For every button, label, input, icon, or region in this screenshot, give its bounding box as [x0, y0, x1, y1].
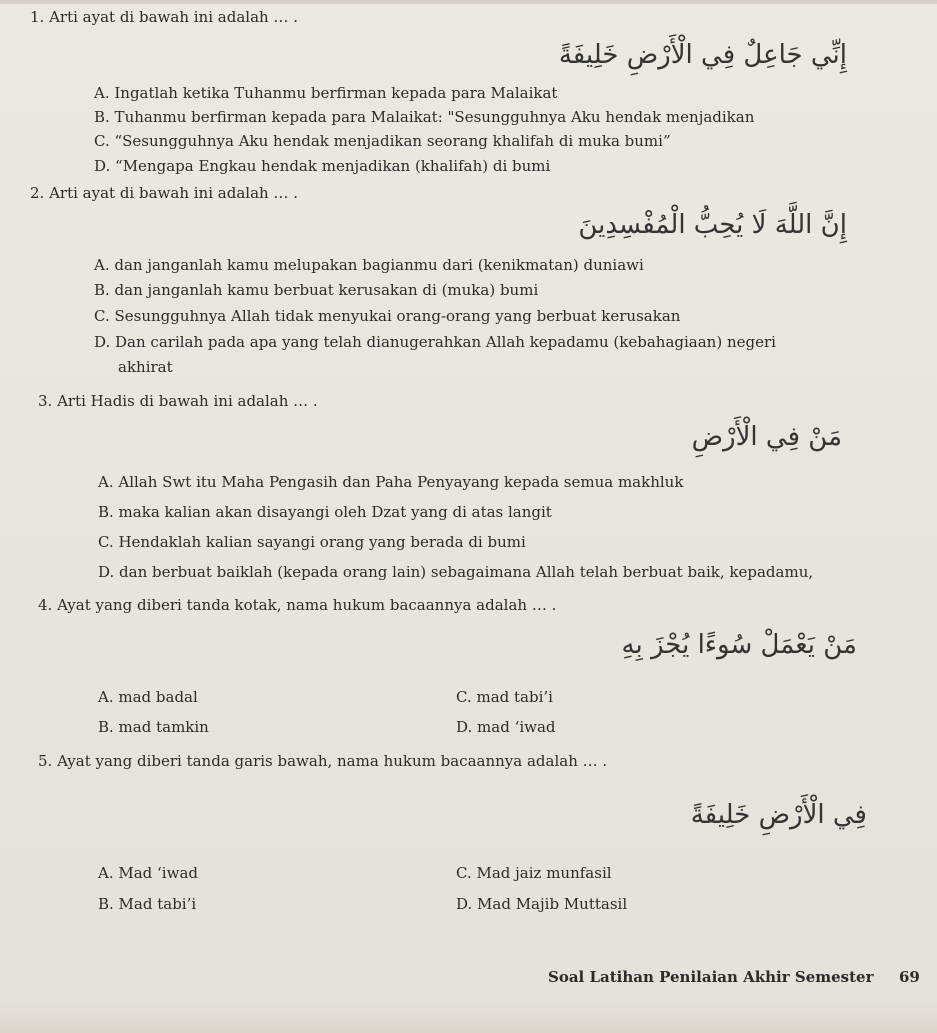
q1-option-b: B. Tuhanmu berfirman kepada para Malaikat: "Sesungguhnya Aku hendak menjadikan [94, 108, 755, 126]
bottom-edge [0, 1005, 937, 1033]
q2-option-a: A. dan janganlah kamu melupakan bagianmu dari (kenikmatan) duniawi [94, 256, 644, 274]
q3-option-c: C. Hendaklah kalian sayangi orang yang berada di bumi [98, 533, 526, 551]
q3-option-a: A. Allah Swt itu Maha Pengasih dan Paha Penyayang kepada semua makhluk [98, 473, 684, 491]
q3-option-d: D. dan berbuat baiklah (kepada orang lain) sebagaimana Allah telah berbuat baik, kepadamu, [98, 563, 814, 581]
q2-option-d-continued: akhirat [118, 358, 173, 376]
q1-option-a: A. Ingatlah ketika Tuhanmu berfirman kepada para Malaikat [94, 84, 558, 102]
page-number: 69 [899, 968, 920, 986]
q2-option-c: C. Sesungguhnya Allah tidak menyukai orang-orang yang berbuat kerusakan [94, 307, 681, 325]
q4-option-d: D. mad ‘iwad [456, 718, 556, 736]
q2-option-b: B. dan janganlah kamu berbuat kerusakan di (muka) bumi [94, 281, 539, 299]
arabic-verse-2: إِنَّ اللَّهَ لَا يُحِبُّ الْمُفْسِدِينَ [578, 210, 847, 240]
q1-option-c: C. “Sesungguhnya Aku hendak menjadikan seorang khalifah di muka bumi” [94, 132, 671, 150]
q5-option-b: B. Mad tabi’i [98, 895, 197, 913]
top-edge [0, 0, 937, 4]
q1-option-d: D. “Mengapa Engkau hendak menjadikan (khalifah) di bumi [94, 157, 551, 175]
q4-option-c: C. mad tabi’i [456, 688, 553, 706]
arabic-verse-1: إِنِّي جَاعِلٌ فِي الْأَرْضِ خَلِيفَةً [558, 40, 847, 70]
q5-option-a: A. Mad ‘iwad [98, 864, 198, 882]
q5-option-d: D. Mad Majib Muttasil [456, 895, 628, 913]
question-4: 4. Ayat yang diberi tanda kotak, nama hukum bacaannya adalah … . [38, 596, 557, 614]
q4-option-a: A. mad badal [98, 688, 198, 706]
q3-option-b: B. maka kalian akan disayangi oleh Dzat yang di atas langit [98, 503, 552, 521]
q4-option-b: B. mad tamkin [98, 718, 209, 736]
question-3: 3. Arti Hadis di bawah ini adalah … . [38, 392, 318, 410]
question-2: 2. Arti ayat di bawah ini adalah … . [30, 184, 298, 202]
arabic-hadith-3: مَنْ فِي الْأَرْضِ [691, 422, 842, 452]
arabic-verse-5: فِي الْأَرْضِ خَلِيفَةً [690, 800, 867, 830]
arabic-verse-4: مَنْ يَعْمَلْ سُوءًا يُجْزَ بِهِ [621, 630, 857, 660]
footer-title: Soal Latihan Penilaian Akhir Semester [548, 968, 874, 986]
q2-option-d: D. Dan carilah pada apa yang telah dianugerahkan Allah kepadamu (kebahagiaan) negeri [94, 333, 776, 351]
question-5: 5. Ayat yang diberi tanda garis bawah, nama hukum bacaannya adalah … . [38, 752, 608, 770]
question-1: 1. Arti ayat di bawah ini adalah … . [30, 8, 298, 26]
q5-option-c: C. Mad jaiz munfasil [456, 864, 612, 882]
